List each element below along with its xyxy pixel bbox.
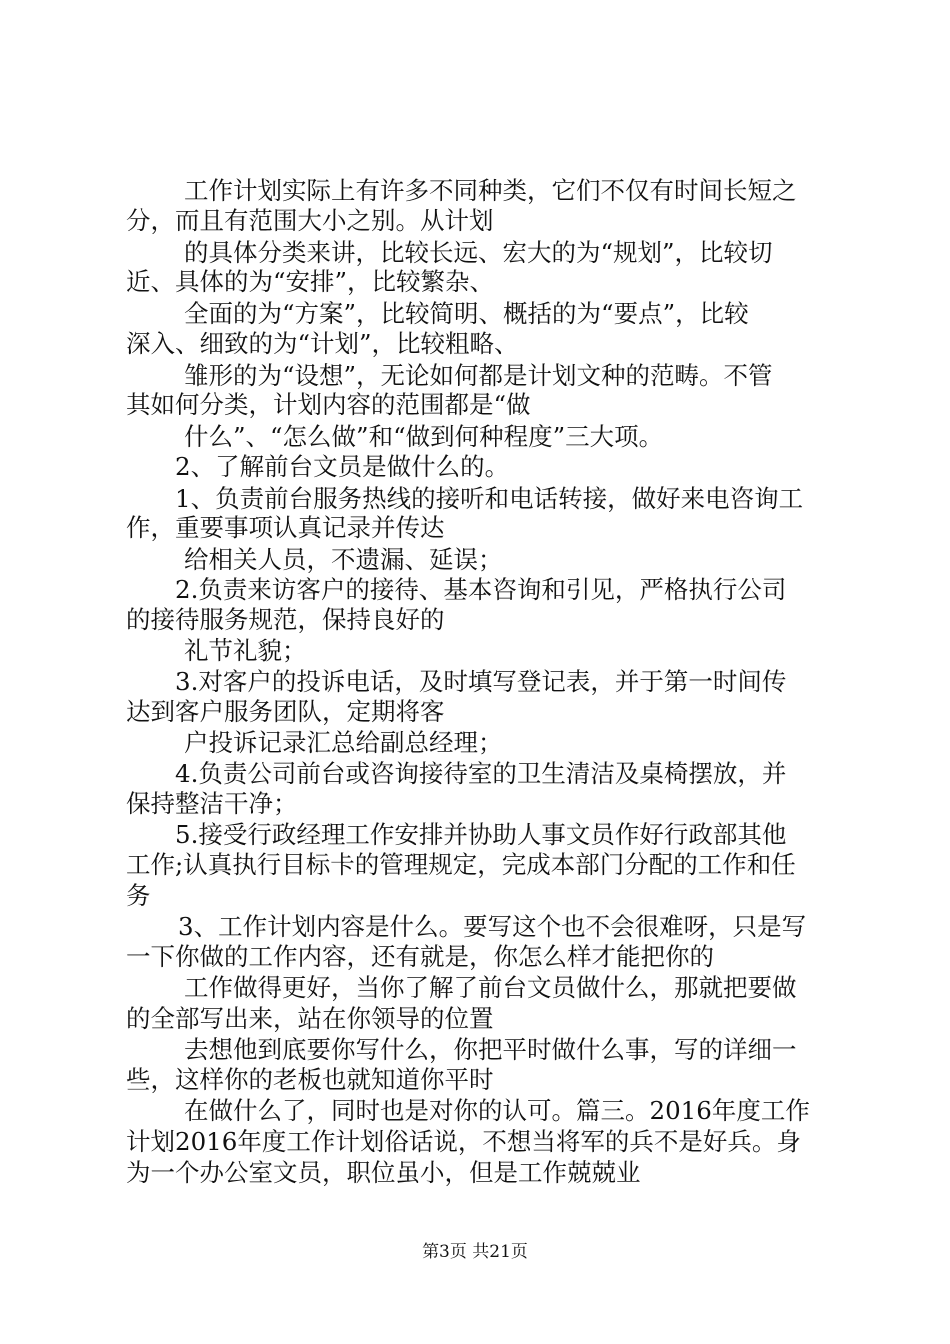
text-line: 给相关人员，不遗漏、延误；: [184, 545, 503, 574]
text-line: 务: [126, 881, 151, 910]
text-line: 礼节礼貌；: [184, 636, 307, 665]
text-line: 雏形的为“设想”，无论如何都是计划文种的范畴。不管: [184, 361, 773, 390]
text-line: 达到客户服务团队，定期将客: [126, 697, 445, 726]
text-line: 2.负责来访客户的接待、基本咨询和引见，严格执行公司: [175, 575, 787, 604]
text-line: 保持整洁干净；: [126, 789, 298, 818]
text-line: 的全部写出来，站在你领导的位置: [126, 1004, 494, 1033]
text-line: 作，重要事项认真记录并传达: [126, 513, 445, 542]
text-line: 一下你做的工作内容，还有就是，你怎么样才能把你的: [126, 942, 714, 971]
text-line: 其如何分类，计划内容的范围都是“做: [126, 390, 531, 419]
text-line: 工作;认真执行目标卡的管理规定，完成本部门分配的工作和任: [126, 850, 796, 879]
text-line: 为一个办公室文员，职位虽小，但是工作兢兢业: [126, 1158, 641, 1187]
text-line: 近、具体的为“安排”，比较繁杂、: [126, 267, 495, 296]
text-line: 的接待服务规范，保持良好的: [126, 605, 445, 634]
text-line: 的具体分类来讲，比较长远、宏大的为“规划”，比较切: [184, 238, 773, 267]
text-line: 工作计划实际上有许多不同种类，它们不仅有时间长短之: [184, 176, 797, 205]
page-number-footer: 第3页 共21页: [422, 1242, 528, 1262]
text-line: 在做什么了，同时也是对你的认可。篇三。2016年度工作: [184, 1096, 810, 1125]
text-line: 去想他到底要你写什么，你把平时做什么事，写的详细一: [184, 1035, 797, 1064]
text-line: 3、工作计划内容是什么。要写这个也不会很难呀，只是写: [178, 912, 807, 941]
text-line: 1、负责前台服务热线的接听和电话转接，做好来电咨询工: [175, 484, 804, 513]
text-line: 些，这样你的老板也就知道你平时: [126, 1065, 494, 1094]
text-line: 4.负责公司前台或咨询接待室的卫生清洁及桌椅摆放，并: [175, 759, 787, 788]
text-line: 2、了解前台文员是做什么的。: [175, 452, 510, 481]
text-line: 分，而且有范围大小之别。从计划: [126, 206, 494, 235]
text-line: 户投诉记录汇总给副总经理；: [184, 728, 503, 757]
text-line: 深入、细致的为“计划”，比较粗略、: [126, 329, 519, 358]
text-line: 计划2016年度工作计划俗话说，不想当将军的兵不是好兵。身: [126, 1127, 801, 1156]
text-line: 3.对客户的投诉电话，及时填写登记表，并于第一时间传: [175, 667, 787, 696]
text-line: 全面的为“方案”，比较简明、概括的为“要点”，比较: [184, 299, 749, 328]
text-line: 工作做得更好，当你了解了前台文员做什么，那就把要做: [184, 973, 797, 1002]
text-line: 什么”、“怎么做”和“做到何种程度”三大项。: [184, 422, 664, 451]
text-line: 5.接受行政经理工作安排并协助人事文员作好行政部其他: [175, 820, 787, 849]
